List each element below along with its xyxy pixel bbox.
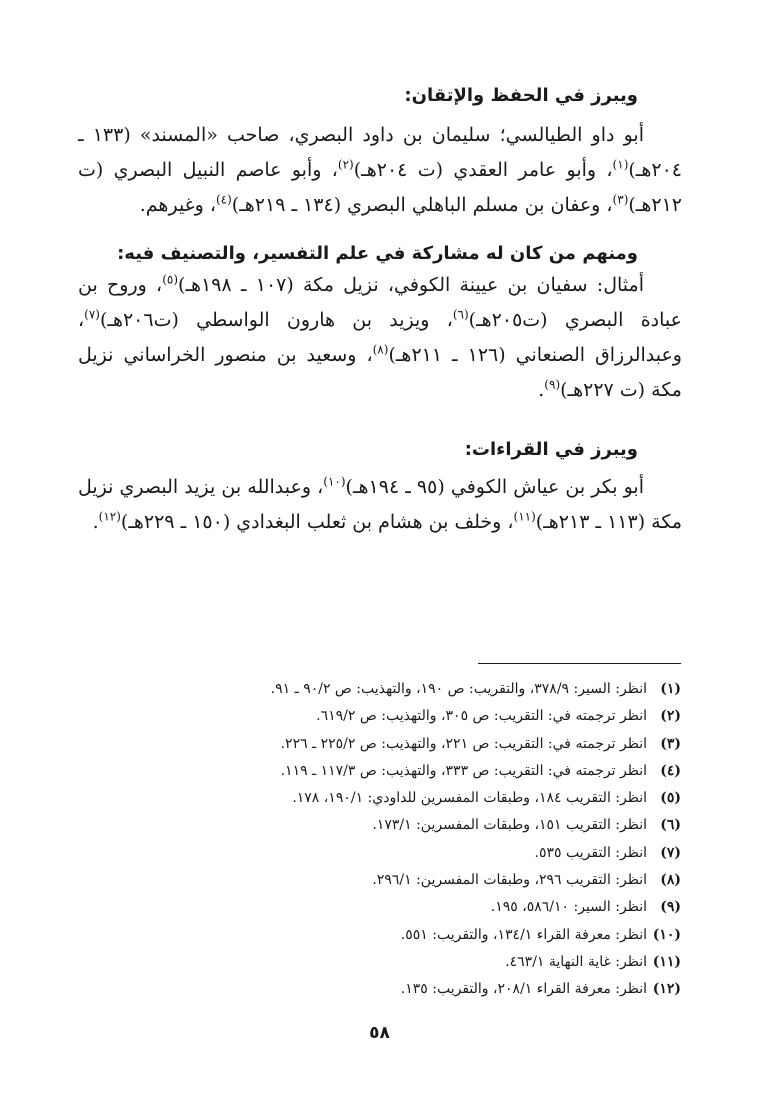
paragraph-text: ، وأبو عاصم النبيل البصري (ت ٢١٢هـ): [78, 159, 682, 216]
paragraph-text: أبو داو الطيالسي؛ سليمان بن داود البصري، صاحب «المسند» (١٣٣ ـ ٢٠٤هـ): [78, 124, 682, 181]
paragraph-text: ، وأبو عامر العقدي (ت ٢٠٤هـ): [353, 159, 613, 181]
paragraph-text: .: [538, 379, 545, 401]
footnote-text: انظر: السير: ٣٧٨/٩، والتقريب: ص ١٩٠، والتهذيب: ص ٩٠/٢ ـ ٩١.: [270, 681, 647, 697]
footnote-number: (٣): [660, 735, 681, 752]
footnote-number: (٦): [660, 817, 681, 834]
footnote-item: [121, 758, 681, 785]
footnote-ref: (٨): [372, 342, 389, 357]
footnote-number: (٨): [660, 872, 681, 889]
footnote-number: (١): [660, 681, 681, 697]
footnote-ref: (١): [612, 157, 629, 172]
footnote-ref: (٦): [452, 307, 469, 322]
footnote-number: (٥): [660, 790, 681, 807]
paragraph-memorization: [78, 118, 682, 223]
paragraph-text: ، وعبدالرزاق الصنعاني (١٢٦ ـ ٢١١هـ): [78, 309, 682, 366]
footnote-ref: (٢): [337, 157, 354, 172]
footnote-number: (٧): [660, 844, 681, 861]
footnote-number: (٤): [660, 762, 681, 779]
footnote-text: انظر: معرفة القراء ٢٠٨/١، والتقريب: ١٣٥.: [400, 981, 647, 998]
footnote-item: [121, 785, 681, 812]
footnote-ref: (١١): [513, 509, 536, 524]
footnote-ref: (٥): [162, 272, 179, 287]
footnote-ref: (٤): [215, 192, 232, 207]
paragraph-text: ، ويزيد بن هارون الواسطي (ت٢٠٦هـ): [99, 309, 453, 331]
footnote-item: [121, 812, 681, 839]
footnote-item: [121, 949, 681, 976]
footnote-item: [121, 922, 681, 949]
paragraph-text: ، وغيرهم.: [139, 194, 216, 216]
footnote-item: [121, 976, 681, 1003]
footnote-text: انظر: التقريب ١٥١، وطبقات المفسرين: ١٧٣/١.: [372, 817, 647, 834]
paragraph-text: ، وخلف بن هشام بن ثعلب البغدادي (١٥٠ ـ ٢٢٩هـ): [120, 511, 514, 533]
footnote-text: انظر: التقريب ٥٣٥.: [534, 844, 647, 861]
footnote-item: [121, 731, 681, 758]
paragraph-text: ، وعبدالله بن يزيد البصري نزيل مكة (١١٣ ـ ٢١٣هـ): [78, 476, 682, 533]
footnote-number: (٩): [660, 899, 681, 916]
footnote-text: انظر ترجمته في: التقريب: ص ٣٣٣، والتهذيب: ص ١١٧/٣ ـ ١١٩.: [280, 762, 647, 779]
footnote-text: انظر ترجمته في: التقريب: ص ٣٠٥، والتهذيب: ص ٦١٩/٢.: [316, 708, 647, 725]
footnote-ref: (١٠): [323, 474, 346, 489]
paragraph-tafsir: [78, 268, 682, 408]
footnote-ref: (١٢): [98, 509, 121, 524]
footnote-number: (٢): [660, 708, 681, 725]
footnotes-list: [121, 676, 681, 1004]
section-heading-memorization: ويبرز في الحفظ والإتقان:: [404, 85, 638, 106]
footnote-item: [121, 840, 681, 867]
paragraph-text: .: [92, 511, 99, 533]
paragraph-text: أبو بكر بن عياش الكوفي (٩٥ ـ ١٩٤هـ): [345, 476, 644, 498]
footnote-item: [121, 703, 681, 730]
footnote-number: (١١): [652, 953, 681, 970]
paragraph-text: ، وروح بن عبادة البصري (ت٢٠٥هـ): [78, 274, 682, 331]
footnote-separator: [478, 663, 681, 664]
footnote-text: انظر: معرفة القراء ١٣٤/١، والتقريب: ٥٥١.: [400, 926, 647, 943]
footnote-ref: (٩): [544, 377, 561, 392]
footnote-number: (١٠): [652, 926, 681, 943]
footnote-text: انظر: التقريب ٢٩٦، وطبقات المفسرين: ٢٩٦/١.: [372, 872, 647, 889]
footnote-text: انظر ترجمته في: التقريب: ص ٢٢١، والتهذيب: ص ٢٢٥/٢ ـ ٢٢٦.: [280, 735, 647, 752]
paragraph-text: ، وسعيد بن منصور الخراساني نزيل مكة (ت ٢٢٧هـ): [78, 344, 682, 401]
footnote-text: انظر: التقريب ١٨٤، وطبقات المفسرين للداودي: ١٩٠/١، ١٧٨.: [292, 790, 647, 807]
footnote-ref: (٣): [612, 192, 629, 207]
section-heading-qiraat: ويبرز في القراءات:: [464, 439, 638, 460]
footnote-item: [121, 894, 681, 921]
footnote-number: (١٢): [652, 981, 681, 998]
paragraph-text: ، وعفان بن مسلم الباهلي البصري (١٣٤ ـ ٢١٩هـ): [231, 194, 613, 216]
footnote-text: انظر: السير: ٥٨٦/١٠، ١٩٥.: [490, 899, 647, 916]
footnote-text: انظر: غاية النهاية ٤٦٣/١.: [505, 953, 647, 970]
page-body: [78, 82, 682, 540]
section-heading-tafsir: ومنهم من كان له مشاركة في علم التفسير، والتصنيف فيه:: [117, 243, 638, 264]
paragraph-qiraat: [78, 470, 682, 540]
footnote-ref: (٧): [84, 307, 100, 322]
footnote-item: [121, 867, 681, 894]
footnote-item: [121, 676, 681, 703]
paragraph-text: أمثال: سفيان بن عيينة الكوفي، نزيل مكة (١٠٧ ـ ١٩٨هـ): [178, 274, 644, 296]
page-number: ٥٨: [369, 1023, 390, 1043]
